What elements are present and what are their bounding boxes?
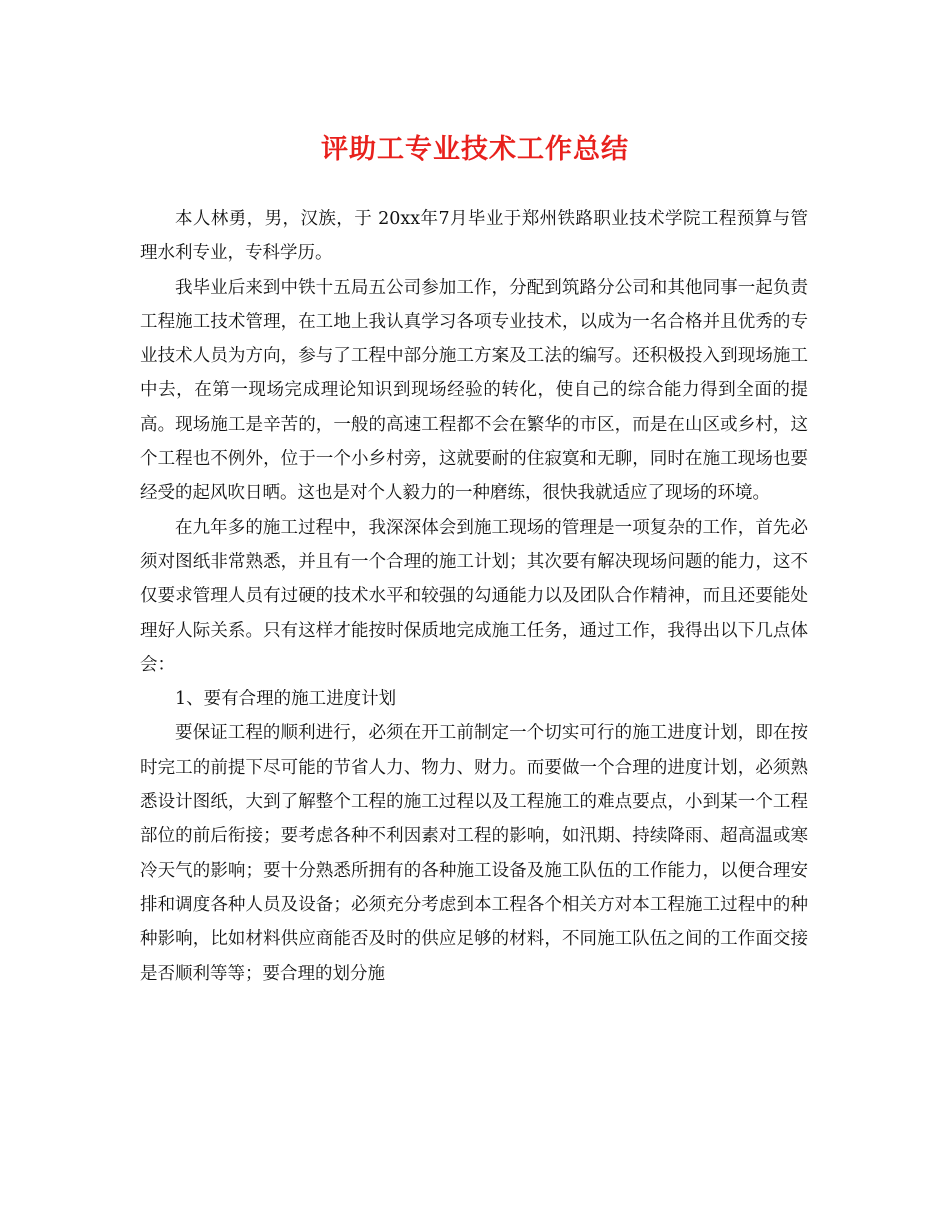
paragraph-experience-summary: 在九年多的施工过程中，我深深体会到施工现场的管理是一项复杂的工作，首先必须对图纸非常熟悉，并且有一个合理的施工计划；其次要有解决现场问题的能力，这不仅要求管理人员有过硬的技术水平和较强的勾通能力以及团队合作精神，而且还要能处理好人际关系。只有这样才能按时保质地完成施工任务，通过工作，我得出以下几点体会： bbox=[140, 517, 808, 675]
paragraph-intro: 本人林勇，男，汉族，于 20xx年7月毕业于郑州铁路职业技术学院工程预算与管理水利专业，专科学历。 bbox=[140, 209, 808, 264]
paragraph-schedule-plan: 要保证工程的顺利进行，必须在开工前制定一个切实可行的施工进度计划，即在按时完工的前提下尽可能的节省人力、物力、财力。而要做一个合理的进度计划，必须熟悉设计图纸，大到了解整个工程的施工过程以及工程施工的难点要点，小到某一个工程部位的前后衔接；要考虑各种不利因素对工程的影响，如汛期、持续降雨、超高温或寒冷天气的影响；要十分熟悉所拥有的各种施工设备及施工队伍的工作能力，以便合理安排和调度各种人员及设备；必须充分考虑到本工程各个相关方对本工程施工过程中的种种影响，比如材料供应商能否及时的供应足够的材料，不同施工队伍之间的工作面交接是否顺利等等；要合理的划分施 bbox=[140, 723, 808, 984]
document-title: 评助工专业技术工作总结 bbox=[321, 134, 629, 165]
paragraph-work-experience: 我毕业后来到中铁十五局五公司参加工作，分配到筑路分公司和其他同事一起负责工程施工技术管理，在工地上我认真学习各项专业技术，以成为一名合格并且优秀的专业技术人员为方向，参与了工程中部分施工方案及工法的编写。还积极投入到现场施工中去，在第一现场完成理论知识到现场经验的转化，使自己的综合能力得到全面的提高。现场施工是辛苦的，一般的高速工程都不会在繁华的市区，而是在山区或乡村，这个工程也不例外，位于一个小乡村旁，这就要耐的住寂寞和无聊，同时在施工现场也要经受的起风吹日晒。这也是对个人毅力的一种磨练，很快我就适应了现场的环境。 bbox=[140, 277, 808, 504]
section-heading-1: 1、要有合理的施工进度计划 bbox=[175, 689, 397, 710]
document-body bbox=[140, 202, 808, 991]
